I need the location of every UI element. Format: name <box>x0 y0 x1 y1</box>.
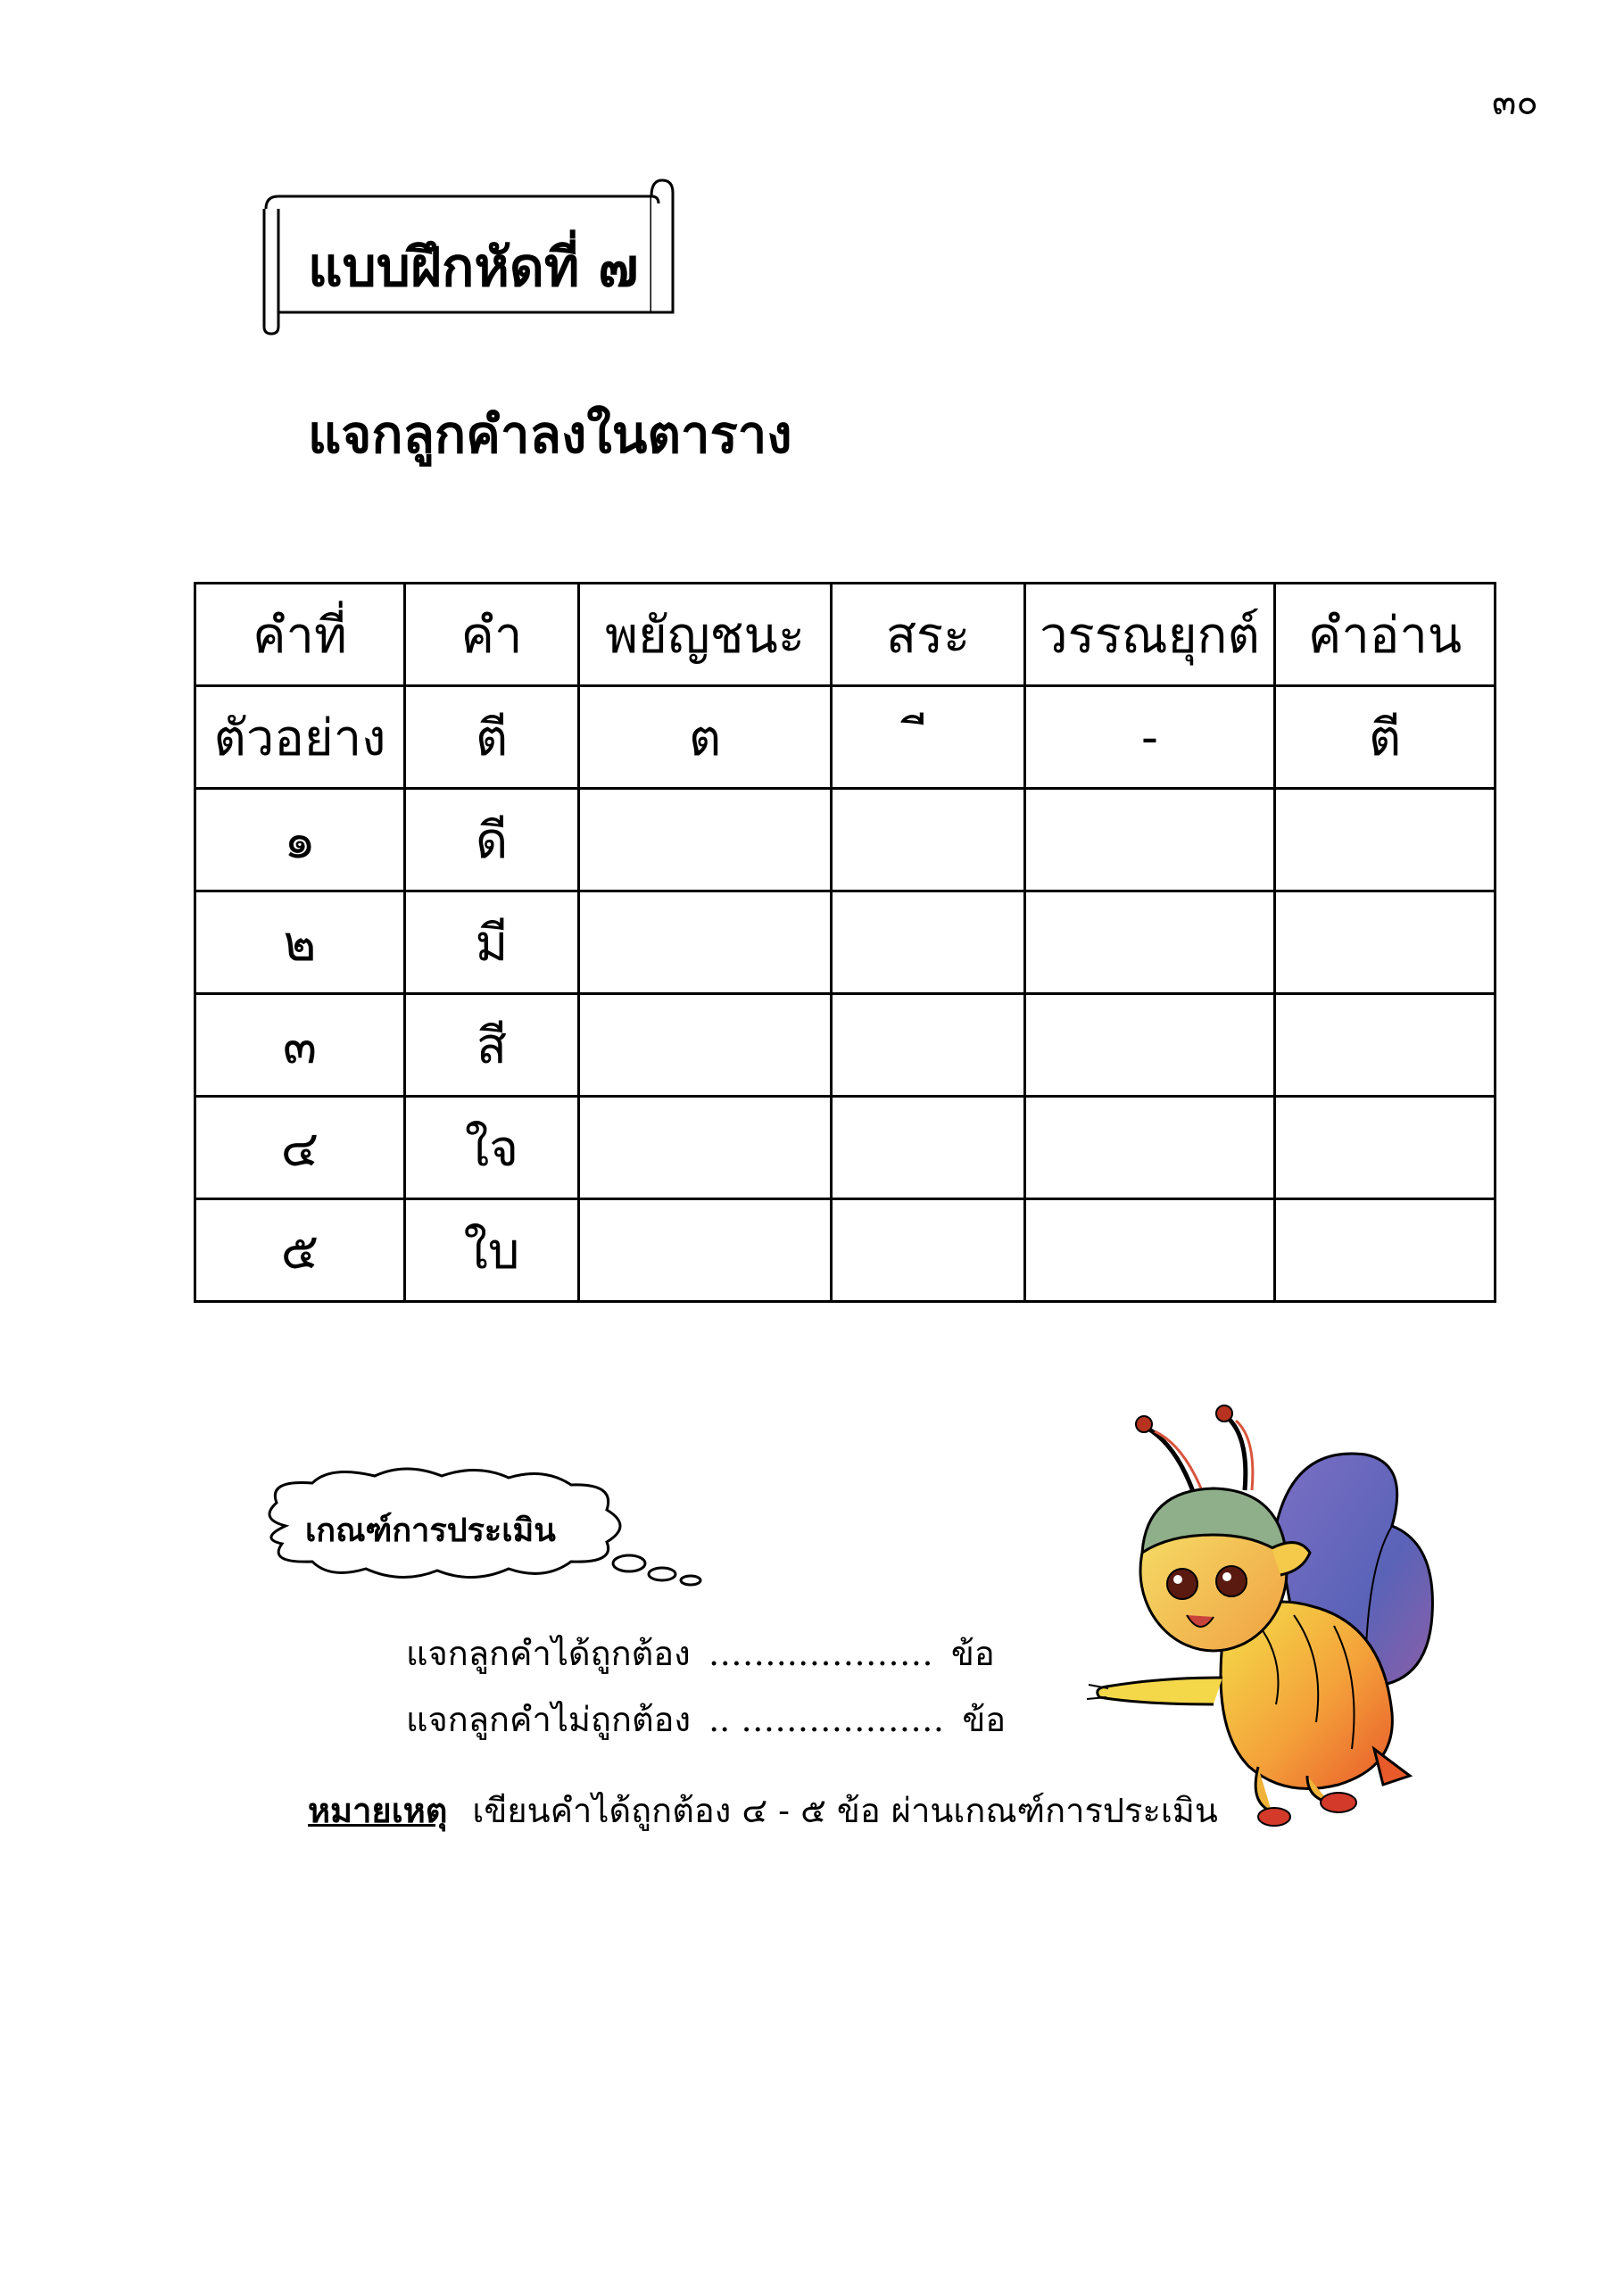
header-cell: คำอ่าน <box>1275 584 1496 686</box>
answer-cell[interactable] <box>1025 789 1275 891</box>
answer-cell[interactable] <box>832 789 1025 891</box>
exercise-title: แบบฝึกหัดที่ ๗ <box>308 236 639 299</box>
answer-cell[interactable] <box>1025 1199 1275 1302</box>
answer-cell[interactable] <box>579 891 832 994</box>
correct-unit: ข้อ <box>950 1634 995 1673</box>
table-cell: ใบ <box>405 1199 579 1302</box>
header-cell: คำ <box>405 584 579 686</box>
table-header-row <box>195 584 1496 686</box>
assessment-cloud <box>250 1463 732 1597</box>
header-cell: สระ <box>832 584 1025 686</box>
incorrect-label: แจกลูกคำไม่ถูกต้อง <box>406 1700 692 1739</box>
table-cell: ๔ <box>195 1097 405 1199</box>
table-row <box>195 994 1496 1097</box>
table-cell: สี <box>405 994 579 1097</box>
incorrect-unit: ข้อ <box>962 1700 1007 1739</box>
table-cell: - <box>1025 686 1275 789</box>
note-text: เขียนคำได้ถูกต้อง ๔ - ๕ ข้อ ผ่านเกณฑ์การประเมิน <box>472 1791 1218 1830</box>
answer-cell[interactable] <box>1275 891 1496 994</box>
answer-cell[interactable] <box>832 1199 1025 1302</box>
answer-cell[interactable] <box>1025 891 1275 994</box>
table-row <box>195 891 1496 994</box>
table-cell <box>832 686 1025 789</box>
answer-cell[interactable] <box>832 994 1025 1097</box>
instruction-heading: แจกลูกคำลงในตาราง <box>308 404 792 465</box>
table-cell: ตัวอย่าง <box>195 686 405 789</box>
table-row <box>195 789 1496 891</box>
bee-illustration <box>1080 1392 1454 1838</box>
correct-label: แจกลูกคำได้ถูกต้อง <box>406 1634 691 1673</box>
answer-cell[interactable] <box>579 994 832 1097</box>
table-cell: ตี <box>1275 686 1496 789</box>
answer-cell[interactable] <box>579 1199 832 1302</box>
table-cell: ตี <box>405 686 579 789</box>
table-cell: ๒ <box>195 891 405 994</box>
table-cell: ดี <box>405 789 579 891</box>
table-cell: ต <box>579 686 832 789</box>
answer-cell[interactable] <box>832 1097 1025 1199</box>
answer-cell[interactable] <box>579 1097 832 1199</box>
answer-cell[interactable] <box>579 789 832 891</box>
table-row <box>195 1199 1496 1302</box>
assessment-heading: เกณฑ์การประเมิน <box>305 1512 556 1549</box>
table-cell: ๑ <box>195 789 405 891</box>
page-number: ๓๐ <box>1492 82 1538 123</box>
incorrect-blank[interactable]: .. ……………… <box>708 1700 945 1739</box>
bee-icon <box>1080 1392 1454 1838</box>
worksheet-table <box>194 582 1496 1303</box>
answer-cell[interactable] <box>832 891 1025 994</box>
table-cell: ๓ <box>195 994 405 1097</box>
answer-cell[interactable] <box>1025 1097 1275 1199</box>
note-label: หมายเหตุ <box>308 1790 448 1830</box>
table-row <box>195 1097 1496 1199</box>
table-row <box>195 686 1496 789</box>
correct-score-line <box>406 1626 995 1680</box>
header-cell: พยัญชนะ <box>579 584 832 686</box>
correct-blank[interactable]: ……..………… <box>708 1634 933 1673</box>
answer-cell[interactable] <box>1275 1199 1496 1302</box>
answer-cell[interactable] <box>1275 789 1496 891</box>
answer-cell[interactable] <box>1025 994 1275 1097</box>
header-cell: วรรณยุกต์ <box>1025 584 1275 686</box>
table-cell: ใจ <box>405 1097 579 1199</box>
answer-cell[interactable] <box>1275 1097 1496 1199</box>
exercise-banner <box>259 170 678 339</box>
table-cell: ๕ <box>195 1199 405 1302</box>
header-cell: คำที่ <box>195 584 405 686</box>
table-cell: มี <box>405 891 579 994</box>
incorrect-score-line <box>406 1692 1006 1746</box>
answer-cell[interactable] <box>1275 994 1496 1097</box>
